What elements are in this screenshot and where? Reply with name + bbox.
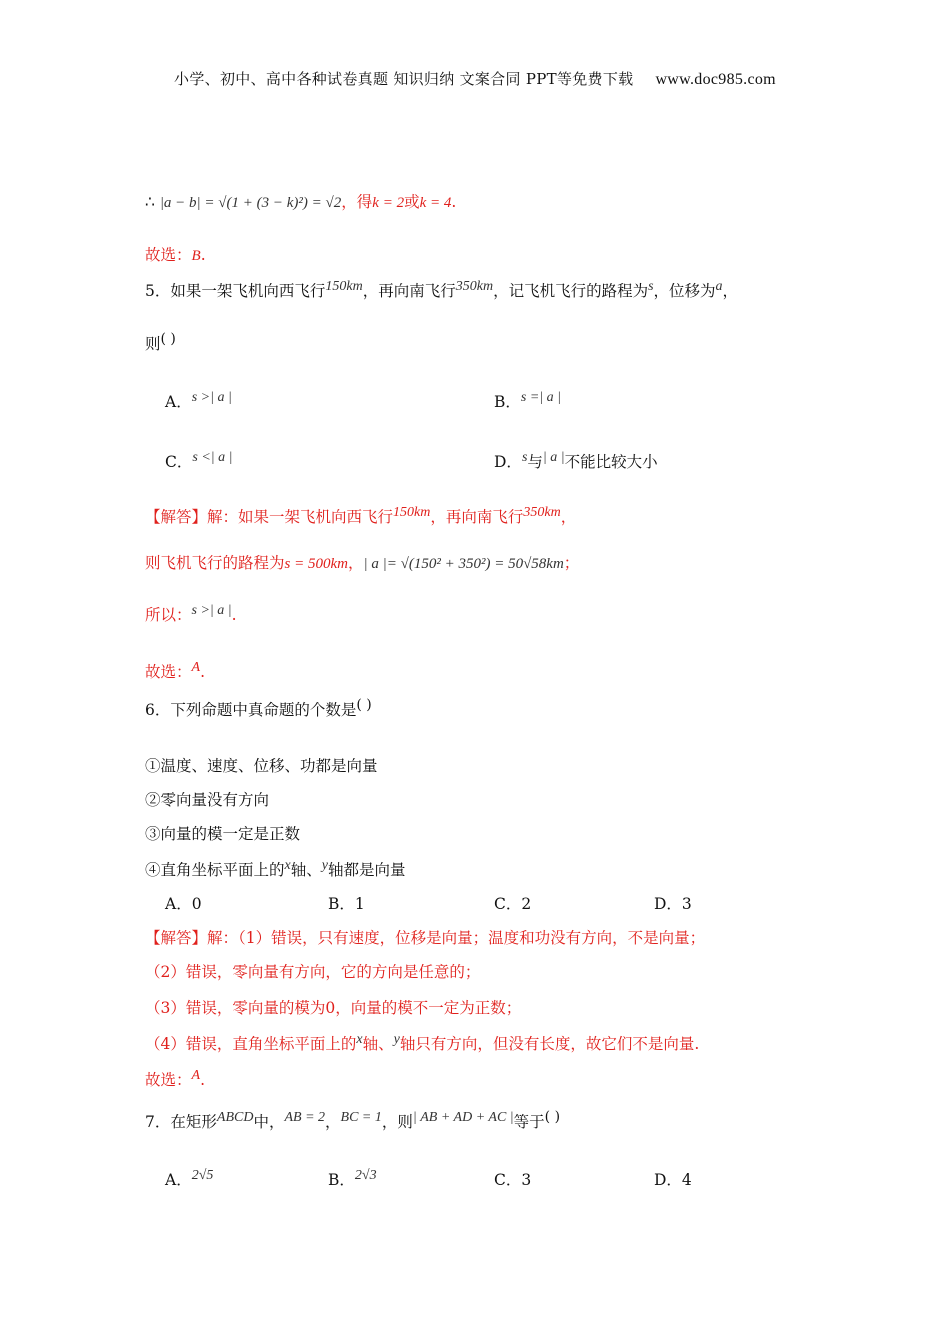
q5-paren: ( ) xyxy=(160,331,176,347)
q6-item-2: ②零向量没有方向 xyxy=(145,791,270,809)
q7-bc: BC = 1 xyxy=(340,1110,382,1125)
therefore-symbol: ∴ xyxy=(145,193,155,211)
q5-option-c-label: C． xyxy=(165,453,193,471)
prev-k2: k = 4 xyxy=(419,195,452,211)
q5-option-d-label: D． xyxy=(494,453,522,471)
q6-item-4-text-2: 轴、 xyxy=(290,861,322,879)
q6-stem xyxy=(145,697,372,721)
q7-option-d[interactable]: D．4 xyxy=(654,1171,692,1189)
q5-answer-line-2 xyxy=(145,553,579,574)
q5-text-3: ，记飞机飞行的路程为 xyxy=(493,282,649,300)
q5-a: a xyxy=(715,279,723,294)
q5-answer-l2-text: 则飞机飞行的路程为 xyxy=(145,554,285,572)
q7-ab: AB = 2 xyxy=(284,1110,326,1125)
q7-expr: | AB + AD + AC | xyxy=(412,1110,514,1125)
q5-answer-text-1: 解：如果一架飞机向西飞行 xyxy=(207,508,394,526)
q6-answer-tag: 【解答】 xyxy=(145,929,208,947)
q6-choose-line xyxy=(145,1070,205,1092)
q5-option-d-a: | a | xyxy=(542,450,565,465)
q5-choose-val: A xyxy=(191,660,201,675)
q5-answer-dist-1: 150km xyxy=(393,505,431,520)
q6-option-d[interactable]: D．3 xyxy=(654,895,692,913)
q5-answer-text-3: ， xyxy=(560,508,577,526)
q5-text-5: ， xyxy=(722,282,739,300)
q5-option-c[interactable] xyxy=(165,452,232,474)
q5-choose: 故选： xyxy=(145,663,192,681)
prev-choose: 故选： xyxy=(145,246,192,264)
prev-get: ，得 xyxy=(341,193,373,211)
q5-then-text: 则 xyxy=(145,335,161,353)
q6-answer-1: 解：（1）错误，只有速度，位移是向量；温度和功没有方向，不是向量； xyxy=(207,929,706,947)
q6-item-4-text-3: 轴都是向量 xyxy=(327,861,406,879)
q7-text-4: 等于 xyxy=(513,1113,545,1131)
q7-paren: ( ) xyxy=(544,1109,561,1125)
q5-option-c-value: s <| a | xyxy=(192,450,233,465)
q6-answer-4-text-2: 轴、 xyxy=(362,1035,394,1053)
q7-option-a-label: A． xyxy=(165,1171,192,1189)
q5-choose-line xyxy=(145,662,205,684)
header-text: 小学、初中、高中各种试卷真题 知识归纳 文案合同 PPT等免费下载 xyxy=(174,70,634,88)
q7-option-b-label: B． xyxy=(328,1171,355,1189)
q5-dist-2: 350km xyxy=(455,279,494,294)
q5-text-4: ，位移为 xyxy=(653,282,716,300)
q5-answer-text-2: ，再向南飞行 xyxy=(430,508,524,526)
prev-or: 或 xyxy=(404,193,420,211)
q6-text: 下列命题中真命题的个数是 xyxy=(170,701,357,719)
q6-option-c[interactable]: C．2 xyxy=(494,895,532,913)
q7-rect: ABCD xyxy=(216,1110,254,1125)
prev-choose-line xyxy=(145,245,206,266)
q5-option-a-label: A． xyxy=(165,393,192,411)
q6-answer-4-x: x xyxy=(356,1032,363,1047)
q5-answer-line-1 xyxy=(145,507,576,529)
q7-stem xyxy=(145,1109,561,1134)
q6-item-4-text-1: ④直角坐标平面上的 xyxy=(145,861,285,879)
q6-item-4 xyxy=(145,860,405,882)
q5-stem xyxy=(145,281,738,303)
q5-option-b[interactable] xyxy=(494,392,561,414)
q6-num: 6． xyxy=(145,701,171,719)
q7-sep: ， xyxy=(325,1113,341,1131)
header-url[interactable]: www.doc985.com xyxy=(655,71,776,88)
q5-so-line xyxy=(145,605,237,627)
q5-num: 5． xyxy=(145,282,171,300)
prev-k1: k = 2 xyxy=(372,195,405,211)
q5-answer-tag: 【解答】 xyxy=(145,508,208,526)
q6-item-1: ①温度、速度、位移、功都是向量 xyxy=(145,757,378,775)
q7-text-1: 在矩形 xyxy=(170,1113,217,1131)
q5-so: 所以： xyxy=(145,606,192,624)
q6-item-3: ③向量的模一定是正数 xyxy=(145,825,301,843)
q5-answer-l2-end: ； xyxy=(563,554,580,572)
q6-answer-line-1 xyxy=(145,928,705,948)
q5-answer-l2-formula: | a |= √(150² + 350²) = 50√58km xyxy=(363,556,564,572)
q5-option-b-label: B． xyxy=(494,393,521,411)
q6-answer-4-text-1: （4）错误，直角坐标平面上的 xyxy=(145,1035,357,1053)
q7-option-c[interactable]: C．3 xyxy=(494,1171,532,1189)
q7-text-2: 中， xyxy=(253,1113,285,1131)
q5-s: s xyxy=(648,279,654,294)
q5-dist-1: 150km xyxy=(325,279,363,294)
q6-paren: ( ) xyxy=(356,697,372,713)
q6-answer-line-4 xyxy=(145,1034,699,1056)
q5-so-end: . xyxy=(231,606,237,624)
q5-option-d-mid: 与 xyxy=(527,453,543,471)
q6-answer-4-text-3: 轴只有方向，但没有长度，故它们不是向量. xyxy=(399,1035,700,1053)
q5-option-d[interactable] xyxy=(494,452,658,474)
prev-end: . xyxy=(451,193,457,211)
q5-text-1: 如果一架飞机向西飞行 xyxy=(170,282,326,300)
prev-formula: |a − b| = √(1 + (3 − k)²) = √2 xyxy=(159,195,342,211)
page-header xyxy=(0,68,950,89)
q5-answer-l2-sep: ， xyxy=(347,554,364,572)
q5-option-a[interactable] xyxy=(165,392,232,414)
q5-option-b-value: s =| a | xyxy=(520,390,561,405)
prev-formula-line xyxy=(145,192,456,213)
q6-option-a[interactable]: A．0 xyxy=(165,895,202,913)
q6-choose-end: . xyxy=(200,1071,206,1089)
q6-answer-line-3: （3）错误，零向量的模为0，向量的模不一定为正数； xyxy=(145,999,522,1017)
q5-choose-end: . xyxy=(200,663,206,681)
q5-option-a-value: s >| a | xyxy=(191,390,232,405)
q5-answer-l2-s: s = 500km xyxy=(284,556,348,572)
q6-answer-4-y: y xyxy=(393,1032,400,1047)
q7-option-a-value: 2√5 xyxy=(191,1168,214,1183)
q5-option-d-end: 不能比较大小 xyxy=(564,453,658,471)
q6-choose-val: A xyxy=(191,1068,201,1083)
q6-option-b[interactable]: B．1 xyxy=(328,895,365,913)
q5-so-val: s >| a | xyxy=(191,603,232,618)
q7-text-3: ，则 xyxy=(381,1113,413,1131)
q5-answer-dist-2: 350km xyxy=(523,505,561,520)
q6-item-4-x: x xyxy=(284,858,291,873)
q7-num: 7． xyxy=(145,1113,171,1131)
q6-item-4-y: y xyxy=(321,858,328,873)
q7-option-a[interactable] xyxy=(165,1170,213,1192)
q7-option-b-value: 2√3 xyxy=(354,1168,377,1183)
q5-then xyxy=(145,331,176,355)
prev-choose-end: . xyxy=(200,246,206,264)
q6-answer-line-2: （2）错误，零向量有方向，它的方向是任意的； xyxy=(145,963,481,981)
q5-text-2: ，再向南飞行 xyxy=(362,282,456,300)
q6-choose: 故选： xyxy=(145,1071,192,1089)
q7-option-b[interactable] xyxy=(328,1170,377,1192)
prev-choose-val: B xyxy=(191,248,201,264)
q5-option-d-s: s xyxy=(521,450,528,465)
